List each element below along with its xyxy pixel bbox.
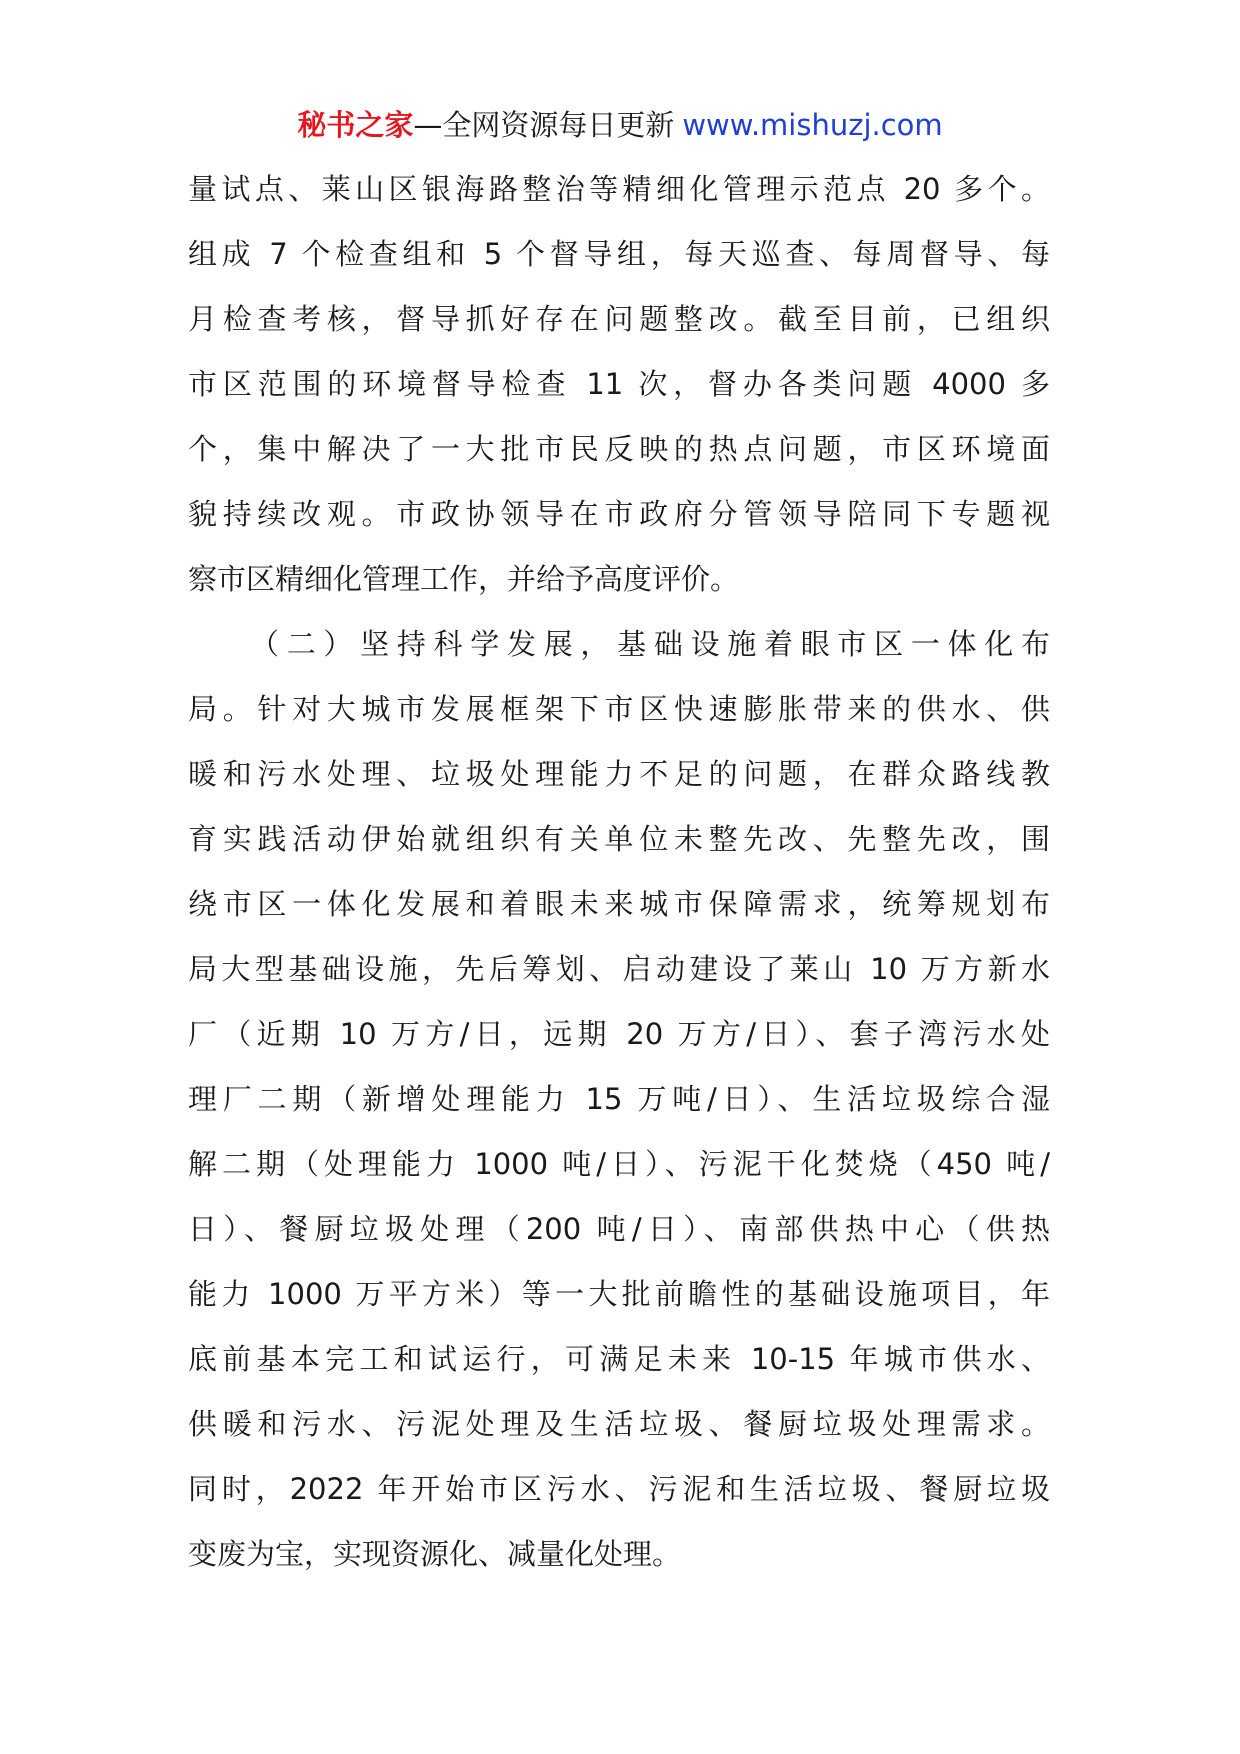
text-line: 局。针对大城市发展框架下市区快速膨胀带来的供水、供 — [188, 692, 1050, 726]
text-line: 市区范围的环境督导检查 11 次，督办各类问题 4000 多 — [188, 367, 1050, 401]
text-line: 个，集中解决了一大批市民反映的热点问题，市区环境面 — [188, 432, 1050, 466]
text-line: 月检查考核，督导抓好存在问题整改。截至目前，已组织 — [188, 302, 1050, 336]
text-line: 育实践活动伊始就组织有关单位未整先改、先整先改，围 — [188, 822, 1050, 856]
text-line: 量试点、莱山区银海路整治等精细化管理示范点 20 多个。 — [188, 172, 1050, 206]
text-line: 能力 1000 万平方米）等一大批前瞻性的基础设施项目，年 — [188, 1277, 1050, 1311]
section-heading-line: （二）坚持科学发展，基础设施着眼市区一体化布 — [250, 627, 1050, 661]
text-line: 暖和污水处理、垃圾处理能力不足的问题，在群众路线教 — [188, 757, 1050, 791]
text-line: 供暖和污水、污泥处理及生活垃圾、餐厨垃圾处理需求。 — [188, 1407, 1050, 1441]
header-brand: 秘书之家 — [297, 108, 414, 142]
page-header — [0, 104, 1240, 146]
text-line: 貌持续改观。市政协领导在市政府分管领导陪同下专题视 — [188, 497, 1050, 531]
text-line: 理厂二期（新增处理能力 15 万吨/日）、生活垃圾综合湿 — [188, 1082, 1050, 1116]
header-tagline: —全网资源每日更新 — [413, 108, 675, 142]
text-line: 绕市区一体化发展和着眼未来城市保障需求，统筹规划布 — [188, 887, 1050, 921]
text-line: 局大型基础设施，先后筹划、启动建设了莱山 10 万方新水 — [188, 952, 1050, 986]
text-line: 底前基本完工和试运行，可满足未来 10-15 年城市供水、 — [188, 1342, 1050, 1376]
header-url-link[interactable]: www.mishuzj.com — [682, 108, 943, 142]
text-line: 厂（近期 10 万方/日，远期 20 万方/日）、套子湾污水处 — [188, 1017, 1050, 1051]
text-line: 组成 7 个检查组和 5 个督导组，每天巡查、每周督导、每 — [188, 237, 1050, 271]
text-line: 察市区精细化管理工作，并给予高度评价。 — [188, 562, 740, 596]
text-line: 日）、餐厨垃圾处理（200 吨/日）、南部供热中心（供热 — [188, 1212, 1050, 1246]
text-line: 同时，2022 年开始市区污水、污泥和生活垃圾、餐厨垃圾 — [188, 1472, 1050, 1506]
text-line: 解二期（处理能力 1000 吨/日）、污泥干化焚烧（450 吨/ — [188, 1147, 1050, 1181]
text-line: 变废为宝，实现资源化、减量化处理。 — [188, 1537, 682, 1571]
document-body — [188, 157, 1050, 1587]
